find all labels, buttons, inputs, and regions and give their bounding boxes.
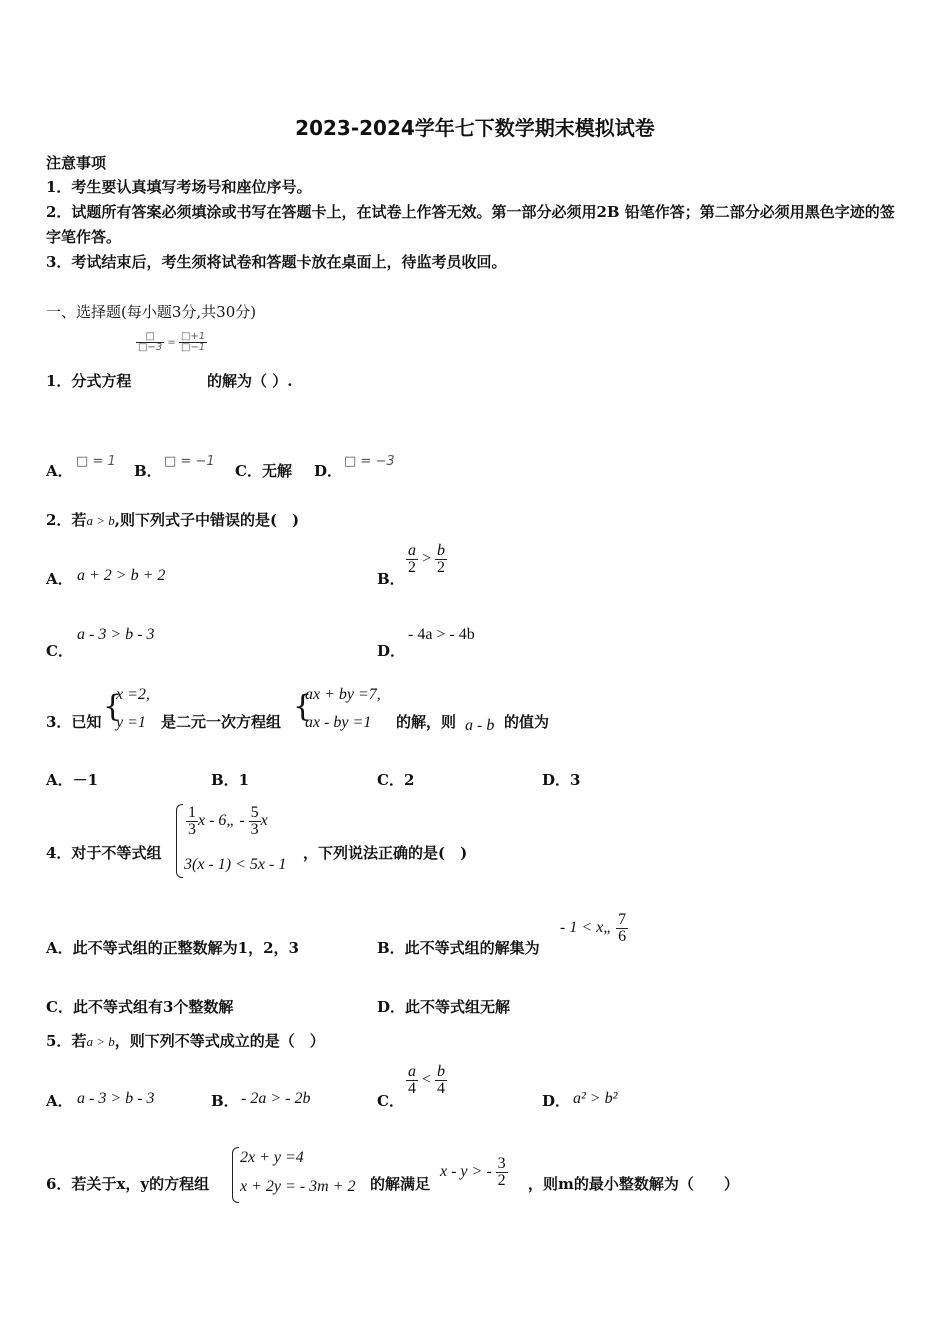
q1-fraction-left: $\frac{□}{□-3}$ [138,331,163,353]
q3-option-d: D．3 [542,771,581,789]
q1-option-b-label: B． [134,462,162,480]
note-item-3: 3．考试结束后，考生须将试卷和答题卡放在桌面上，待监考员收回。 [46,253,507,271]
q3-sys1-line1: x =2, [116,686,150,703]
q4-option-b: B．此不等式组的解集为 [377,939,540,957]
q5-option-b-label: B． [211,1092,239,1110]
q4-option-c: C．此不等式组有3个整数解 [46,998,234,1016]
q6-line-1: 2x + y =4 [240,1149,304,1166]
q6-stem-1: 6．若关于x，y的方程组 [46,1175,210,1193]
q6-brace [232,1147,239,1203]
q1-option-a: □ = 1 [76,454,116,469]
q3-expression: a - b [465,717,495,734]
note-item-1: 1．考生要认真填写考场号和座位序号。 [46,178,312,196]
q2-option-a-label: A． [46,570,73,588]
q5-option-d-label: D． [542,1092,571,1110]
q1-option-d: □ = −3 [344,454,395,469]
q3-option-a: A．－1 [46,771,99,789]
q4-line-1: $\frac{1}{3}$ x - 6„ - $\frac{5}{3}$ x [188,804,268,838]
q2-option-b: $\frac{a}{2}$ > $\frac{b}{2}$ [408,542,446,576]
q4-stem-1: 4．对于不等式组 [46,844,162,862]
q3-sys1-line2: y =1 [116,714,146,731]
q4-line-2: 3(x - 1) < 5x - 1 [184,856,287,873]
note-item-2: 2．试题所有答案必须填涂或书写在答题卡上，在试卷上作答无效。第一部分必须用2B 铅笔作答；第二部分必须用黑色字迹的签字笔作答。 [46,203,895,246]
q3-stem-2: 是二元一次方程组 [161,713,282,731]
q6-line-2: x + 2y = - 3m + 2 [240,1178,356,1195]
section-heading: 一、选择题(每小题3分,共30分) [46,303,257,321]
q2-option-c: a - 3 > b - 3 [77,626,155,643]
q5-option-b: - 2a > - 2b [241,1090,311,1107]
q2-stem: 2．若a > b,则下列式子中错误的是( ) [46,511,300,529]
q3-option-c: C．2 [377,771,415,789]
q4-stem-2: ，下列说法正确的是( ) [303,844,468,862]
q1-option-c: C．无解 [235,462,292,480]
q5-option-c-label: C． [377,1092,404,1110]
q3-option-b: B．1 [211,771,250,789]
q3-sys2-line2: ax - by =1 [305,714,372,731]
q1-stem: 1．分式方程 [46,372,132,390]
q2-option-b-label: B． [377,570,405,588]
q1-option-a-label: A． [46,462,73,480]
q3-brace-2: { [293,689,313,724]
q2-option-d: - 4a > - 4b [408,626,475,643]
q5-stem: 5．若a > b，则下列不等式成立的是（ ） [46,1032,325,1050]
q5-option-a-label: A． [46,1092,73,1110]
q1-option-d-label: D． [314,462,343,480]
q2-option-c-label: C． [46,642,73,660]
q3-sys2-line1: ax + by =7, [305,686,381,703]
q6-stem-3: ，则m的最小整数解为（ ） [528,1175,739,1193]
q3-stem-3: 的解，则 [396,713,457,731]
q1-equation: $\frac{□}{□-3}$ = $\frac{□+1}{□-1}$ [138,331,206,353]
q4-option-b-expression: - 1 < x„ $\frac{7}{6}$ [560,911,627,945]
q1-option-b: □ = −1 [164,454,215,469]
q1-fraction-right: $\frac{□+1}{□-1}$ [180,331,206,353]
q5-option-c: $\frac{a}{4}$ < $\frac{b}{4}$ [408,1063,446,1097]
q3-stem-1: 3．已知 [46,713,102,731]
q4-option-d: D．此不等式组无解 [377,998,511,1016]
q5-option-a: a - 3 > b - 3 [77,1090,155,1107]
q2-option-d-label: D． [377,642,406,660]
q4-brace [176,804,183,878]
q6-stem-2: 的解满足 [370,1175,431,1193]
q6-condition: x - y > - $\frac{3}{2}$ [440,1155,506,1189]
q2-option-a: a + 2 > b + 2 [77,567,166,584]
notes-heading: 注意事项 [46,154,107,172]
q5-option-d: a² > b² [573,1090,618,1107]
q3-brace-1: { [103,689,123,724]
page-title: 2023-2024学年七下数学期末模拟试卷 [295,116,655,140]
q3-stem-4: 的值为 [504,713,550,731]
q4-option-a: A．此不等式组的正整数解为1，2，3 [46,939,299,957]
q1-stem-tail: 的解为（ ）. [207,372,293,390]
